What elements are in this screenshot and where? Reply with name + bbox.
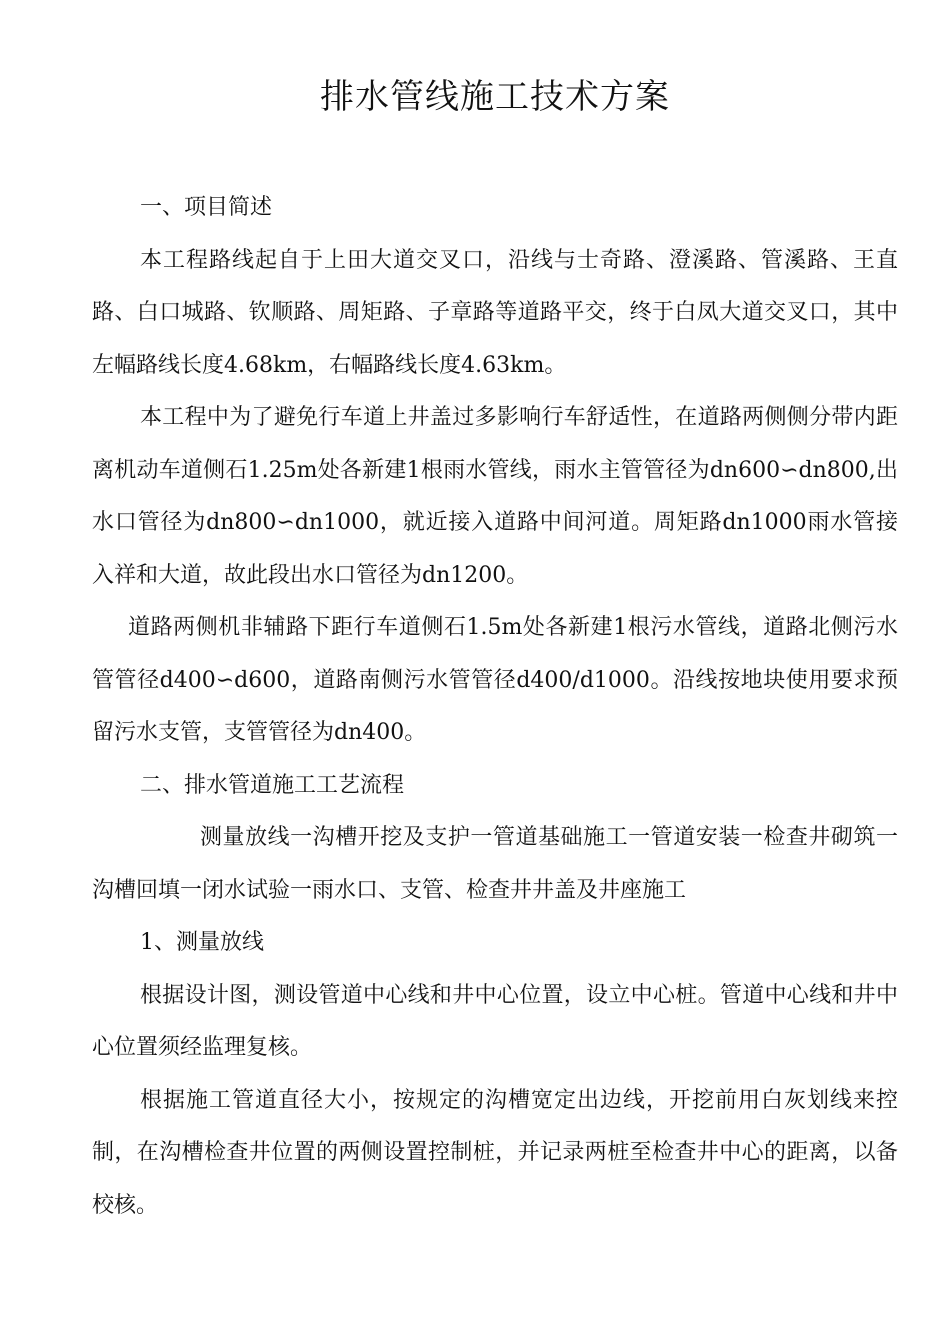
subsection-heading-surveying: 1、测量放线: [140, 930, 264, 955]
paragraph-sewage-pipes: 道路两侧机非辅路下距行车道侧石1.5m处各新建1根污水管线，道路北侧污水管管径d400∽d600，道路南侧污水管管径d400/d1000。沿线按地块使用要求预留污水支管，支管管径为dn400。: [92, 615, 898, 745]
section-heading-project-overview: 一、项目简述: [140, 195, 273, 220]
paragraph-route-description: 本工程路线起自于上田大道交叉口，沿线与士奇路、澄溪路、管溪路、王直路、白口城路、钦顺路、周矩路、子章路等道路平交，终于白凤大道交叉口，其中左幅路线长度4.68km，右幅路线长度4.63km。: [92, 247, 898, 378]
paragraph-process-steps: 测量放线一沟槽开挖及支护一管道基础施工一管道安装一检查井砌筑一沟槽回填一闭水试验一雨水口、支管、检查井井盖及井座施工: [92, 825, 898, 903]
document-title: 排水管线施工技术方案: [320, 77, 670, 117]
paragraph-rainwater-pipes: 本工程中为了避免行车道上井盖过多影响行车舒适性，在道路两侧侧分带内距离机动车道侧石1.25m处各新建1根雨水管线，雨水主管管径为dn600∽dn800,出水口管径为dn800∽dn1000，就近接入道路中间河道。周矩路dn1000雨水管接入祥和大道，故此段出水口管径为dn1200。: [92, 405, 898, 588]
section-heading-process-flow: 二、排水管道施工工艺流程: [140, 772, 405, 798]
paragraph-trench-marking: 根据施工管道直径大小，按规定的沟槽宽定出边线，开挖前用白灰划线来控制，在沟槽检查井位置的两侧设置控制桩，并记录两桩至检查井中心的距离，以备校核。: [92, 1087, 898, 1218]
document-body: [92, 182, 898, 1232]
paragraph-survey-centerline: 根据设计图，测设管道中心线和井中心位置，设立中心桩。管道中心线和井中心位置须经监理复核。: [92, 982, 898, 1060]
